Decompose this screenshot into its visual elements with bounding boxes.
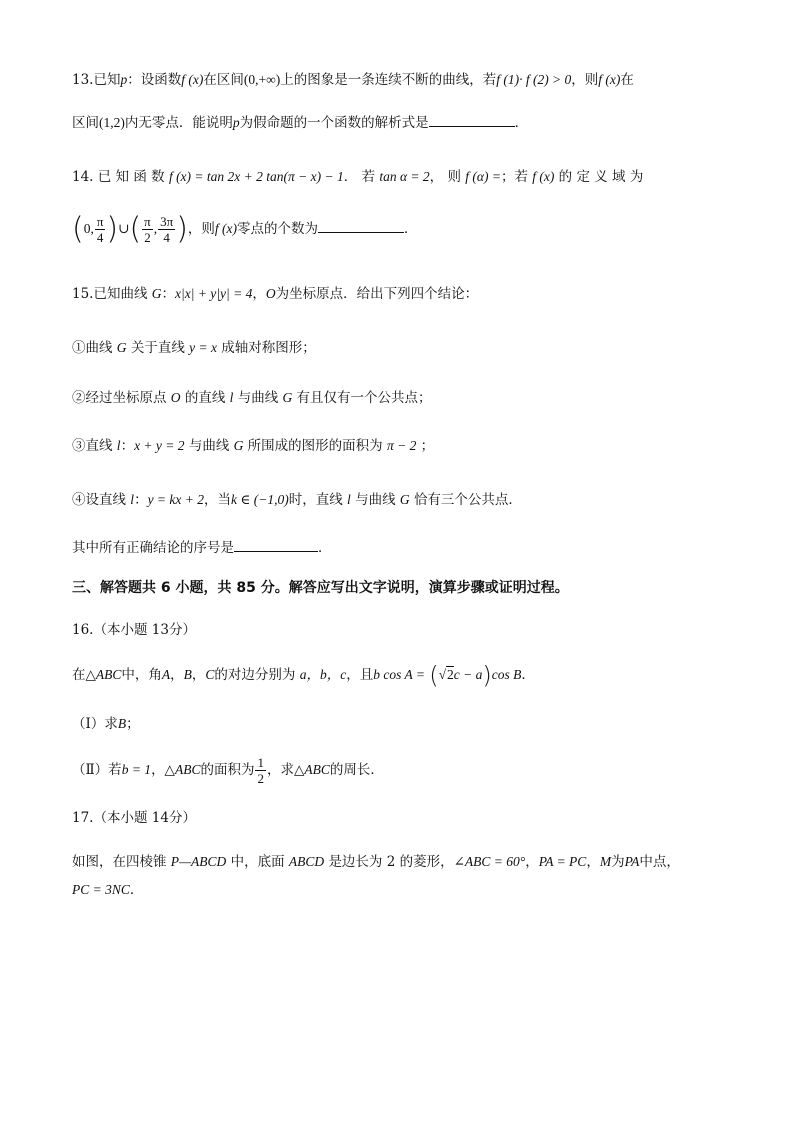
q15-text: ， — [252, 286, 266, 302]
q17-text: 中点， — [639, 854, 680, 870]
q16-text: ，且 — [346, 667, 374, 683]
q16-title: 16.（本小题 13分） — [72, 622, 196, 638]
q13-text: ，则 — [571, 72, 599, 88]
q15-math: π − 2 — [386, 438, 417, 453]
q16-math: B — [117, 716, 127, 731]
q14-math: f (x) — [214, 221, 238, 236]
q16-math: b cos A = — [373, 667, 425, 682]
q17-math: ∠ABC = 60° — [453, 854, 526, 869]
q15-text: ①曲线 — [72, 340, 113, 356]
q14-line-2 — [72, 209, 418, 249]
q15-math: l — [130, 492, 135, 507]
paren-close: ) — [176, 211, 188, 247]
q13-math: (0,+∞) — [243, 72, 281, 87]
q15-math: G — [399, 492, 410, 507]
comma: , — [153, 221, 158, 236]
q14-math: f (x) = tan 2x + 2 tan(π − x) − 1 — [168, 169, 344, 184]
q15-math: y = x — [189, 340, 217, 355]
paren-open: ( — [429, 661, 439, 690]
q15-text: ： — [134, 492, 148, 508]
q17-math: PA = PC — [538, 854, 587, 869]
q13-text: 内无零点．能说明 — [124, 115, 233, 131]
q16-math: B — [183, 667, 192, 682]
q16-part-1 — [72, 714, 140, 734]
q15-math: l — [116, 438, 121, 453]
answer-blank[interactable] — [318, 219, 404, 233]
q16-part-2 — [72, 752, 384, 788]
q13-line-1 — [72, 70, 634, 90]
q16-math: a，b，c — [299, 667, 347, 682]
q16-math: ABC — [174, 762, 201, 777]
q13-text: 为假命题的一个函数的解析式是 — [239, 115, 429, 131]
answer-blank[interactable] — [234, 538, 318, 552]
q17-text: ， — [586, 854, 600, 870]
q15-text: ： — [120, 438, 135, 454]
fraction: $\frac{1}{2}$ — [257, 755, 264, 786]
q15-math: G — [116, 340, 127, 355]
q15-text: 恰有三个公共点． — [413, 492, 522, 508]
q15-math: G — [282, 390, 293, 405]
q17-math: P—ABCD — [170, 854, 227, 869]
q17-text: ， — [525, 854, 539, 870]
q13-text: 区间 — [72, 115, 99, 131]
q17-line-1 — [72, 852, 680, 872]
q15-text: 为坐标原点．给出下列四个结论： — [275, 286, 479, 302]
q15-math: O — [170, 390, 181, 405]
q15-text: 成轴对称图形； — [221, 340, 316, 356]
q15-text: ④设直线 — [72, 492, 126, 508]
q16-text: 在△ — [72, 667, 96, 683]
q17-text: 为 — [611, 854, 625, 870]
answer-blank[interactable] — [429, 113, 515, 127]
q14-text: ；若 — [500, 169, 528, 185]
q17-math: PC = 3NC — [72, 882, 130, 897]
q14-text: ． — [404, 221, 418, 237]
paren-open: ( — [72, 211, 84, 247]
q15-text: 与曲线 — [355, 492, 396, 508]
q14-text: 零点的个数为 — [237, 221, 319, 237]
q14-text: ． 若 — [343, 169, 376, 185]
q14-math: f (α) = — [465, 169, 501, 184]
q13-text: 在区间 — [203, 72, 244, 88]
sqrt-sign: √ — [438, 667, 447, 682]
q13-text: ：设函数 — [127, 72, 182, 88]
q15-math: y = kx + 2 — [147, 492, 205, 507]
q16-math: C — [205, 667, 215, 682]
paren-close: ) — [106, 211, 119, 247]
q17-text: ． — [129, 882, 144, 898]
q13-math: f (x) — [598, 72, 621, 87]
q15-text: 所围成的图形的面积为 — [247, 438, 383, 454]
section-heading: 三、解答题共 6 小题，共 85 分。解答应写出文字说明，演算步骤或证明过程。 — [72, 580, 569, 596]
q15-text: ②经过坐标原点 — [72, 390, 167, 406]
q16-text: ， — [170, 667, 184, 683]
q14-math: tan α = 2 — [379, 169, 430, 184]
q16-text: 的对边分别为 — [214, 667, 296, 683]
paren-close: ) — [482, 661, 492, 690]
q13-math: (1,2) — [99, 115, 125, 130]
q17-math: PA — [624, 854, 640, 869]
q15-statement-4 — [72, 490, 522, 510]
fraction: $\frac{\pi}{2}$ — [144, 214, 151, 245]
fraction: $\frac{3\pi}{4}$ — [160, 214, 174, 245]
q15-text: 其中所有正确结论的序号是 — [72, 540, 234, 556]
q13-math: p — [232, 115, 240, 130]
q14-math: 0, — [83, 221, 94, 236]
q14-text: 的 定 义 域 为 — [558, 169, 644, 185]
q15-statement-2 — [72, 388, 432, 408]
q15-math: G — [233, 438, 244, 453]
q15-text: 与曲线 — [188, 438, 230, 454]
q16-text: ． — [521, 667, 535, 683]
q16-text: ； — [126, 716, 140, 732]
q16-text: ，△ — [151, 762, 175, 778]
q17-text: 是边长为 2 的菱形， — [328, 854, 454, 870]
q15-text: 15.已知曲线 — [72, 286, 148, 302]
fraction: $\frac{\pi}{4}$ — [96, 214, 104, 245]
q17-text: 中，底面 — [230, 854, 285, 870]
q14-math: f (x) — [532, 169, 555, 184]
q16-text: ， — [191, 667, 206, 683]
q15-statement-1 — [72, 338, 316, 358]
q15-text: 时，直线 — [288, 492, 343, 508]
q15-math: l — [347, 492, 351, 507]
q15-text: ③直线 — [72, 438, 113, 454]
q15-text: 有且仅有一个公共点； — [296, 390, 432, 406]
q16-line-1 — [72, 662, 535, 688]
q15-text: ； — [420, 438, 435, 454]
sqrt-radicand: 2 — [447, 667, 454, 682]
q13-text: 上的图象是一条连续不断的曲线，若 — [280, 72, 497, 88]
q16-math: ABC — [95, 667, 122, 682]
q15-math: G — [151, 286, 162, 301]
q13-line-2 — [72, 113, 528, 133]
q16-text: （Ⅰ）求 — [72, 716, 118, 732]
q16-text: 中，角 — [121, 667, 162, 683]
q15-text: ： — [161, 286, 176, 302]
q16-math: c − a — [453, 667, 483, 682]
q13-math: f (x) — [181, 72, 204, 87]
q15-statement-3 — [72, 436, 434, 456]
q16-math: ABC — [304, 762, 330, 777]
q15-math: x + y = 2 — [134, 438, 185, 453]
q15-math: k ∈ (−1,0) — [231, 492, 289, 507]
q14-line-1 — [72, 167, 643, 187]
paren-open: ( — [129, 211, 142, 247]
q16-math: b = 1 — [121, 762, 152, 777]
q16-text: 的面积为 — [200, 762, 255, 778]
q17-text: 如图，在四棱锥 — [72, 854, 167, 870]
q14-text: 14. 已 知 函 数 — [72, 169, 165, 185]
q13-text: 在 — [620, 72, 634, 88]
q15-text: ，当 — [204, 492, 232, 508]
q15-text: 关于直线 — [130, 340, 185, 356]
q15-math: x|x| + y|y| = 4 — [175, 286, 253, 301]
q15-math: O — [265, 286, 276, 301]
q16-text: ，求△ — [266, 762, 305, 778]
union-symbol: ∪ — [118, 221, 130, 236]
q16-math: A — [161, 667, 171, 682]
q17-math: ABCD — [288, 854, 325, 869]
q13-text: ． — [514, 115, 529, 131]
q15-text: 的直线 — [184, 390, 226, 406]
q16-math: cos B — [491, 667, 522, 682]
q15-text: 与曲线 — [237, 390, 279, 406]
q14-text: ， 则 — [429, 169, 461, 185]
q13-math: p — [120, 72, 128, 87]
q15-text: ． — [318, 540, 332, 556]
q15-summary — [72, 538, 332, 558]
q13-math: f (1)· f (2) > 0 — [496, 72, 572, 87]
q16-text: 的周长． — [329, 762, 384, 778]
q17-line-2 — [72, 880, 143, 900]
q13-text: 13.已知 — [72, 72, 121, 88]
q15-math: l — [229, 390, 234, 405]
q14-text: ，则 — [187, 221, 215, 237]
q16-text: （Ⅱ）若 — [72, 762, 122, 778]
q15-line-1 — [72, 284, 478, 304]
q17-math: M — [599, 854, 612, 869]
q17-title: 17.（本小题 14分） — [72, 810, 196, 826]
